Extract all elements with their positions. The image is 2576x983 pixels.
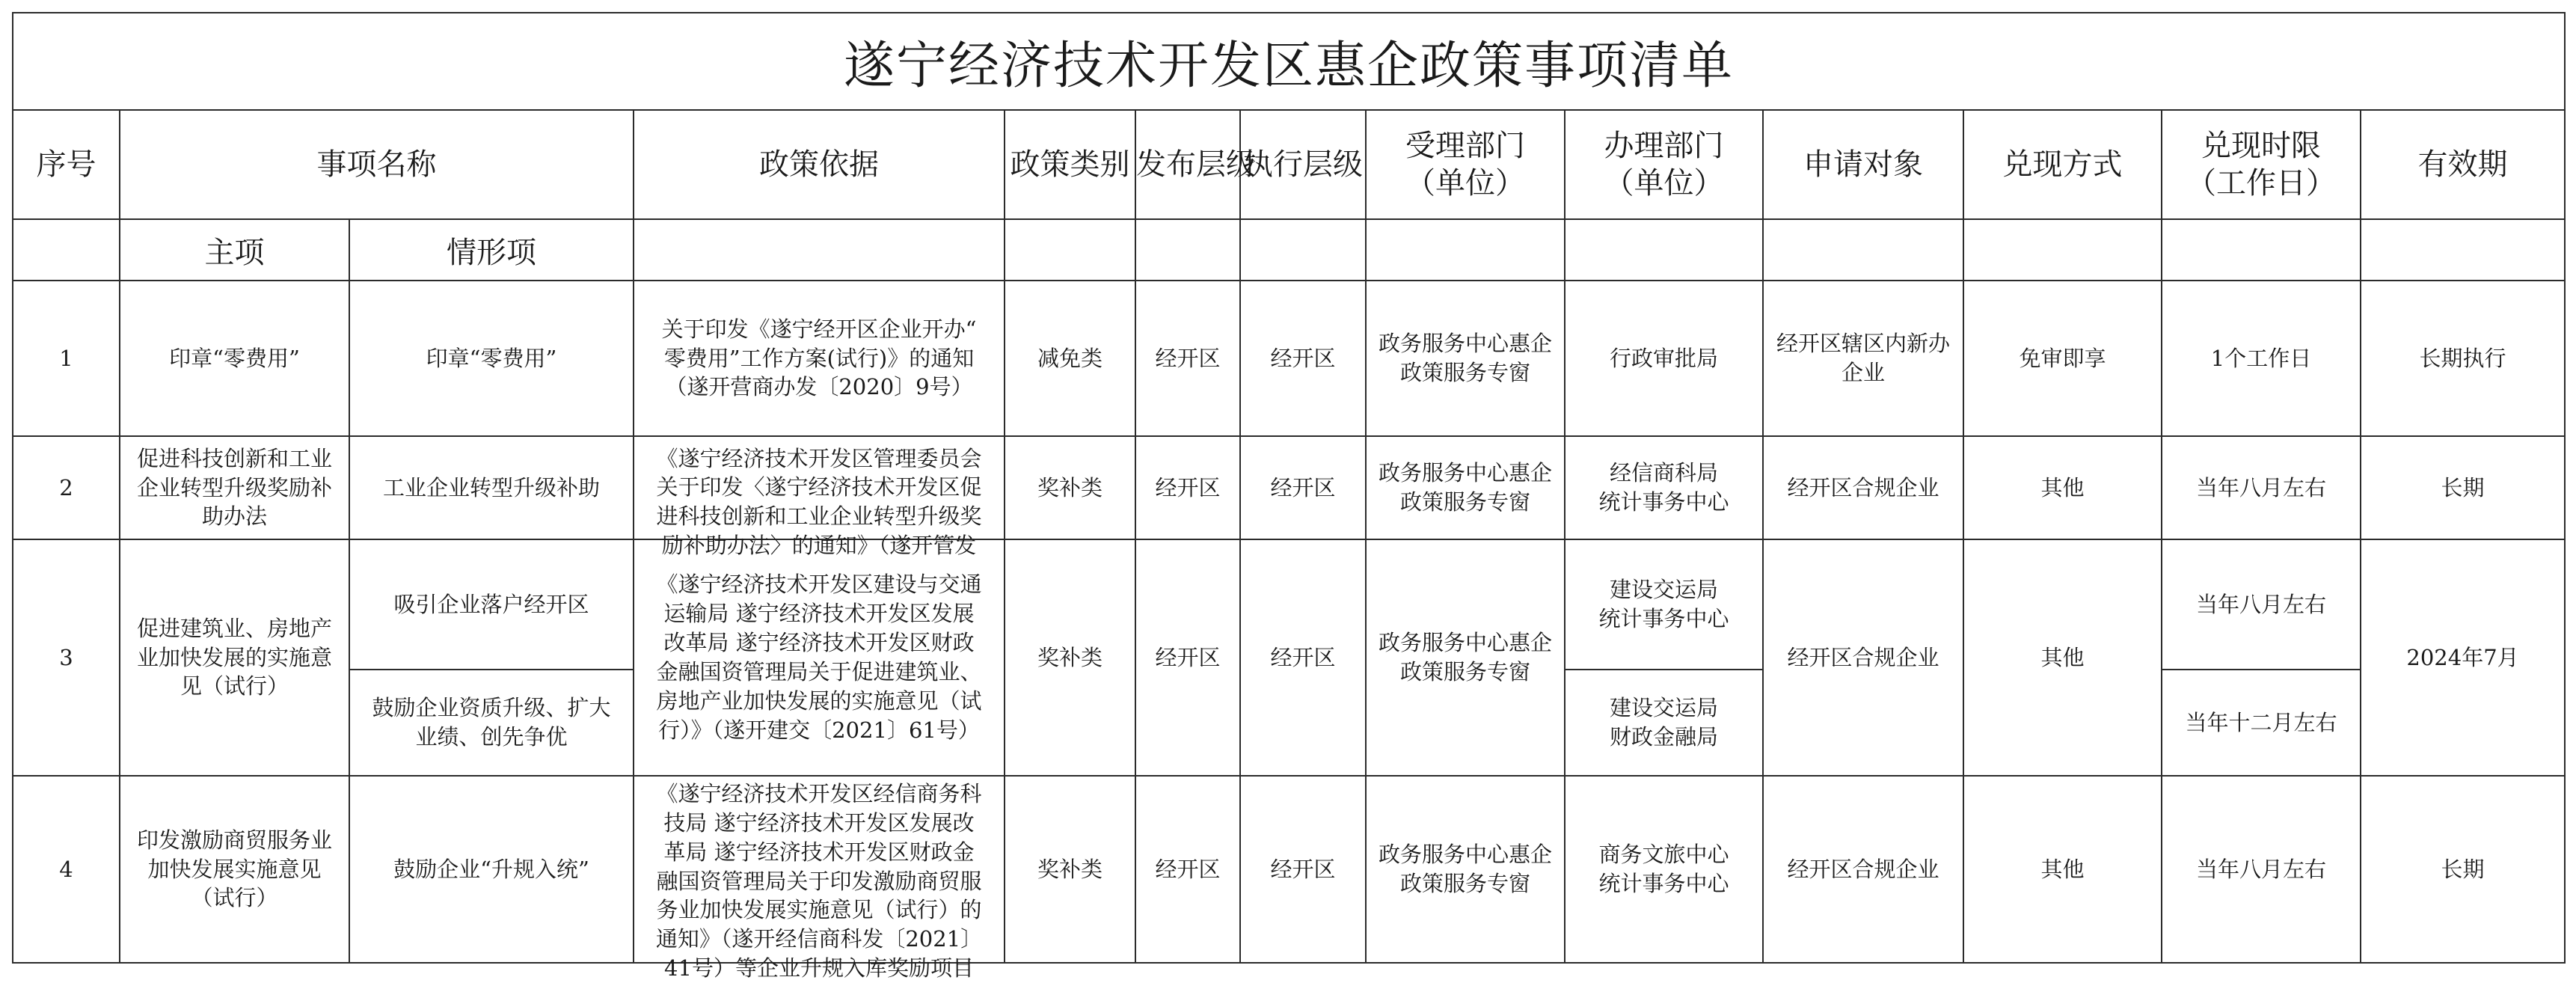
basis-line: 运输局 遂宁经济技术开发区发展 [663,601,975,627]
basis-line: 零费用”工作方案(试行)》的通知 [663,345,975,371]
row-applicant [1763,776,1963,963]
row-sub-item: 工业企业转型升级补助 [349,436,634,539]
applicant-line: 经开区辖区内新办 [1776,331,1950,357]
header-basis: 政策依据 [634,110,1005,219]
applicant-line: 经开区合规企业 [1787,474,1939,500]
header-handle-dept-line: （单位） [1604,166,1724,200]
subheader-empty [1763,219,1963,281]
row-sub-item: 鼓励企业“升规入统” [349,776,634,963]
accept-dept-line: 政务服务中心惠企 [1378,331,1552,357]
handle-dept-line: 经信商科局 [1609,460,1718,486]
row-method: 其他 [1963,776,2162,963]
header-index: 序号 [13,110,120,219]
basis-line: 行）》（遂开建交〔2021〕61号） [658,717,980,743]
basis-line: 《遂宁经济技术开发区经信商务科 [656,781,982,806]
accept-dept-line: 政策服务专窗 [1399,489,1530,515]
accept-dept-line: 政策服务专窗 [1399,659,1530,685]
row-accept-dept [1366,436,1565,539]
row-main-item [120,436,349,539]
basis-text [637,444,1001,559]
basis-text [637,780,1001,982]
header-accept-dept [1366,110,1565,219]
header-category: 政策类别 [1005,110,1135,219]
main-item-line: 见（试行） [180,673,289,699]
policy-table [12,12,2566,982]
row-issue-level: 经开区 [1135,281,1240,436]
basis-line: 《遂宁经济技术开发区建设与交通 [656,572,982,598]
table-row [13,539,2565,670]
header-time-limit-line: （工作日） [2186,166,2336,200]
row-time-limit: 当年十二月左右 [2162,670,2361,776]
sub-item-line: 鼓励企业资质升级、扩大 [372,695,611,721]
basis-line: 革局 遂宁经济技术开发区财政金 [663,839,975,865]
row-handle-dept [1565,539,1763,670]
row-time-limit: 当年八月左右 [2162,539,2361,670]
row-exec-level: 经开区 [1240,539,1366,776]
row-applicant [1763,539,1963,776]
header-accept-dept-line: 受理部门 [1405,129,1525,163]
basis-line: 进科技创新和工业企业转型升级奖 [656,503,982,530]
subheader-empty [634,219,1005,281]
row-category: 减免类 [1005,281,1135,436]
basis-line: 《遂宁经济技术开发区管理委员会 [656,445,982,471]
basis-line: 通知》（遂开经信商科发〔2021〕 [655,926,983,952]
basis-line: 务业加快发展实施意见（试行）的 [656,897,982,923]
basis-line: 金融国资管理局关于促进建筑业、 [656,659,982,685]
header-issue-level: 发布层级 [1135,110,1240,219]
accept-dept-line: 政务服务中心惠企 [1378,460,1552,486]
basis-line: 融国资管理局关于印发激励商贸服 [656,868,982,894]
row-sub-item [349,539,634,670]
row-handle-dept [1565,670,1763,776]
row-issue-level: 经开区 [1135,776,1240,963]
basis-line: 41号）等企业升规入库奖励项目 [664,955,974,982]
row-issue-level: 经开区 [1135,539,1240,776]
handle-dept-line: 统计事务中心 [1598,489,1729,515]
subheader-empty [1565,219,1763,281]
sub-item-line: 吸引企业落户经开区 [393,591,589,617]
row-accept-dept [1366,281,1565,436]
row-exec-level: 经开区 [1240,436,1366,539]
row-applicant [1763,281,1963,436]
row-basis [634,776,1005,982]
accept-dept-line: 政策服务专窗 [1399,360,1530,385]
row-basis [634,436,1005,559]
header-method: 兑现方式 [1963,110,2162,219]
subheader-empty [1963,219,2162,281]
basis-line: 房地产业加快发展的实施意见（试 [656,688,982,714]
row-index: 4 [13,776,120,963]
row-validity: 长期 [2361,436,2565,539]
main-item-line: 促进建筑业、房地产 [136,615,332,641]
row-category: 奖补类 [1005,539,1135,776]
row-basis [634,539,1005,776]
handle-dept-line: 建设交运局 [1609,577,1718,603]
main-item-line: 加快发展实施意见 [147,856,322,882]
applicant-line: 经开区合规企业 [1787,856,1939,882]
row-time-limit: 当年八月左右 [2162,776,2361,963]
main-item-line: 印发激励商贸服务业 [136,827,332,853]
header-handle-dept [1565,110,1763,219]
applicant-line: 企业 [1841,360,1885,385]
basis-line: 关于印发〈遂宁经济技术开发区促 [656,474,982,500]
basis-line: 改革局 遂宁经济技术开发区财政 [663,630,975,656]
header-validity: 有效期 [2361,110,2565,219]
row-handle-dept [1565,776,1763,963]
row-main-item [120,539,349,776]
title-row [13,13,2565,110]
row-sub-item [349,670,634,776]
main-item-line: 业加快发展的实施意 [136,644,332,670]
row-applicant [1763,436,1963,539]
handle-dept-line: 建设交运局 [1609,695,1718,721]
handle-dept-line: 统计事务中心 [1598,606,1729,631]
row-time-limit: 1个工作日 [2162,281,2361,436]
header-handle-dept-line: 办理部门 [1604,129,1724,163]
row-validity: 2024年7月 [2361,539,2565,776]
header-accept-dept-line: （单位） [1405,166,1525,200]
row-accept-dept [1366,776,1565,963]
row-sub-item: 印章“零费用” [349,281,634,436]
row-handle-dept [1565,281,1763,436]
handle-dept-line: 商务文旅中心 [1598,842,1729,868]
policy-sheet [12,12,2564,982]
accept-dept-line: 政务服务中心惠企 [1378,842,1552,868]
subheader-empty [2361,219,2565,281]
applicant-line: 经开区合规企业 [1787,644,1939,670]
page-title: 遂宁经济技术开发区惠企政策事项清单 [13,13,2565,110]
row-main-item: 印章“零费用” [120,281,349,436]
row-exec-level: 经开区 [1240,776,1366,963]
header-time-limit-line: 兑现时限 [2201,129,2321,163]
row-exec-level: 经开区 [1240,281,1366,436]
main-item-line: 促进科技创新和工业 [136,445,332,471]
main-item-line: 助办法 [201,503,267,530]
subheader-empty [1135,219,1240,281]
row-issue-level: 经开区 [1135,436,1240,539]
subheader-empty [13,219,120,281]
subheader-main-item: 主项 [120,219,349,281]
subheader-row [13,219,2565,281]
main-item-line: （试行） [191,885,278,911]
row-category: 奖补类 [1005,776,1135,963]
row-method: 免审即享 [1963,281,2162,436]
table-row [13,436,2565,539]
subheader-sub-item: 情形项 [349,219,634,281]
row-time-limit: 当年八月左右 [2162,436,2361,539]
row-main-item [120,776,349,963]
header-time-limit [2162,110,2361,219]
sub-item-line: 业绩、创先争优 [415,724,568,750]
accept-dept-line: 政策服务专窗 [1399,871,1530,896]
row-index: 2 [13,436,120,539]
header-row [13,110,2565,219]
row-basis [634,281,1005,436]
basis-line: 关于印发《遂宁经开区企业开办“ [661,316,977,342]
header-applicant: 申请对象 [1763,110,1963,219]
row-validity: 长期 [2361,776,2565,963]
subheader-empty [1366,219,1565,281]
accept-dept-line: 政务服务中心惠企 [1378,630,1552,656]
row-handle-dept [1565,436,1763,539]
subheader-empty [1240,219,1366,281]
table-row [13,776,2565,963]
row-accept-dept [1366,539,1565,776]
subheader-empty [1005,219,1135,281]
basis-line: 励补助办法〉的通知》（遂开管发 [661,533,977,559]
handle-dept-line: 行政审批局 [1609,345,1718,371]
main-item-line: 企业转型升级奖励补 [136,474,332,500]
subheader-empty [2162,219,2361,281]
row-validity: 长期执行 [2361,281,2565,436]
basis-line: （遂开营商办发〔2020〕9号） [665,374,973,400]
row-method: 其他 [1963,436,2162,539]
row-method: 其他 [1963,539,2162,776]
header-item-name: 事项名称 [120,110,634,219]
table-row [13,281,2565,436]
row-category: 奖补类 [1005,436,1135,539]
row-index: 1 [13,281,120,436]
handle-dept-line: 统计事务中心 [1598,871,1729,896]
row-index: 3 [13,539,120,776]
basis-line: 技局 遂宁经济技术开发区发展改 [663,809,975,836]
header-exec-level: 执行层级 [1240,110,1366,219]
handle-dept-line: 财政金融局 [1609,724,1718,750]
